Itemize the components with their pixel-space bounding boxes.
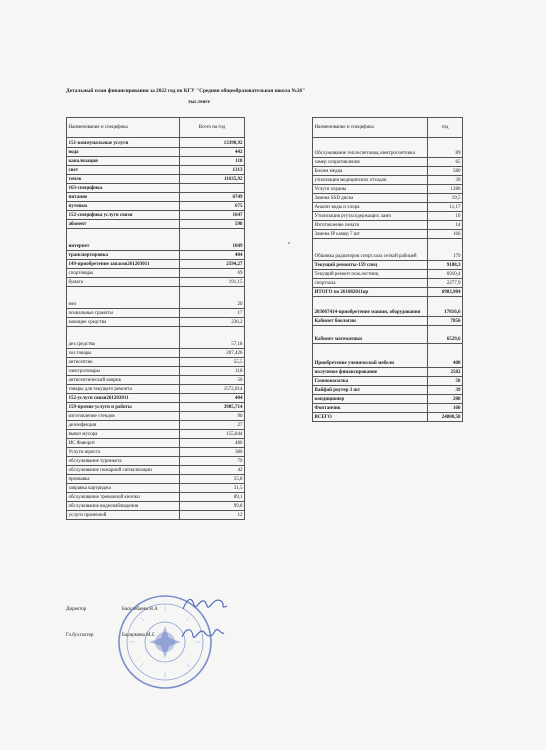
amount-cell: 42 <box>180 466 245 475</box>
amount-cell: 11635,92 <box>180 175 245 184</box>
item-name-cell: Текущий ремонты-159 спец <box>313 261 428 270</box>
amount-cell: 39 <box>428 386 463 395</box>
table-row <box>67 229 245 251</box>
table-row <box>313 167 463 176</box>
table-row <box>67 287 245 309</box>
amount-cell: 1049 <box>180 229 245 251</box>
item-name-cell: Замена IP камер 7 шт <box>313 230 428 239</box>
amount-cell: 90 <box>180 412 245 421</box>
table-row <box>67 138 245 148</box>
table-header-row <box>67 118 245 138</box>
accountant-label: Гл.бухгалтер <box>66 633 94 638</box>
table-row <box>67 376 245 385</box>
item-name-cell: 163-специфика <box>67 184 180 193</box>
table-header-row <box>313 118 463 138</box>
item-name-cell: обслуживание видеонаблюдения <box>67 502 180 511</box>
amount-cell: 200 <box>428 395 463 404</box>
table-row <box>313 158 463 167</box>
table-row <box>313 317 463 326</box>
document-title: Детальный план финансирования за 2022 год по КГУ "Средняя общеобразовательная школа №26" <box>66 88 306 94</box>
table-row <box>313 386 463 395</box>
amount-cell: 10 <box>428 212 463 221</box>
table-row <box>313 404 463 413</box>
table-row <box>313 230 463 239</box>
item-name-cell: Приобретение ученической мебели <box>313 344 428 368</box>
amount-cell: 160 <box>428 404 463 413</box>
item-name-cell: Замена SSD диска <box>313 194 428 203</box>
table-row <box>67 220 245 229</box>
item-name-cell: изготовление стендов <box>67 412 180 421</box>
item-name-cell: ИС Фаворит <box>67 439 180 448</box>
item-name-cell: электротовары <box>67 367 180 376</box>
amount-cell: 12 <box>180 511 245 520</box>
amount-cell: 580 <box>428 167 463 176</box>
table-row <box>67 493 245 502</box>
table-row <box>313 413 463 422</box>
item-name-cell: Кабинет математики <box>313 326 428 344</box>
amount-cell: 65 <box>428 158 463 167</box>
item-name-cell: спортовары <box>67 269 180 278</box>
item-name-cell: обслуживание турникета <box>67 457 180 466</box>
amount-cell: 31,5 <box>180 484 245 493</box>
amount-cell: 6910,4 <box>428 270 463 279</box>
table-row <box>313 194 463 203</box>
table-row <box>67 466 245 475</box>
table-row <box>67 175 245 184</box>
table-row <box>67 349 245 358</box>
amount-cell: 118 <box>180 157 245 166</box>
item-name-cell: промывка <box>67 475 180 484</box>
item-name-cell: обслуживание пожарной сигнализации <box>67 466 180 475</box>
amount-cell: 50 <box>180 376 245 385</box>
table-row <box>313 377 463 386</box>
amount-cell: 69 <box>180 269 245 278</box>
amount-cell: 17816,6 <box>428 297 463 317</box>
amount-cell: 14 <box>428 221 463 230</box>
item-name-cell: абонент <box>67 220 180 229</box>
item-name-cell: дез.средства <box>67 327 180 349</box>
table-row <box>313 297 463 317</box>
item-name-cell: Текущий ремонт пож.лестниц <box>313 270 428 279</box>
amount-cell: 2277,9 <box>428 279 463 288</box>
item-name-cell: Услуги охраны <box>313 185 428 194</box>
item-name-cell: путевки <box>67 202 180 211</box>
amount-cell: 166 <box>428 230 463 239</box>
amount-cell: 404 <box>180 394 245 403</box>
amount-cell: 30 <box>428 176 463 185</box>
currency-unit: тыс.тенге <box>188 100 210 105</box>
header-name-cell: Наименование и специфика <box>67 118 180 138</box>
amount-cell: 442 <box>180 148 245 157</box>
table-row <box>67 251 245 260</box>
amount-cell: 27 <box>180 421 245 430</box>
item-name-cell: товары для текущего ремонта <box>67 385 180 394</box>
director-signature-icon <box>180 593 230 615</box>
amount-cell: 155,844 <box>180 430 245 439</box>
amount-cell: 6529,6 <box>428 326 463 344</box>
table-row <box>67 309 245 318</box>
header-total-cell: год <box>428 118 463 138</box>
table-row <box>67 260 245 269</box>
amount-cell: 13390,92 <box>180 138 245 148</box>
table-row <box>67 193 245 202</box>
table-row <box>67 211 245 220</box>
table-row <box>67 202 245 211</box>
table-row <box>67 421 245 430</box>
item-name-cell: антисептик <box>67 358 180 367</box>
amount-cell: 179 <box>428 239 463 261</box>
amount-cell: 1647 <box>180 211 245 220</box>
amount-cell: 3985,714 <box>180 403 245 412</box>
amount-cell: 11,17 <box>428 203 463 212</box>
item-name-cell: утилизация медицинских отходов <box>313 176 428 185</box>
amount-cell: 6749 <box>180 193 245 202</box>
table-row <box>67 157 245 166</box>
table-row <box>67 184 245 193</box>
table-row <box>313 279 463 288</box>
item-name-cell: Услуги юриста <box>67 448 180 457</box>
table-row <box>67 412 245 421</box>
item-name-cell: 159-прочие услуги и работы <box>67 403 180 412</box>
item-name-cell: Фонтанчик <box>313 404 428 413</box>
amount-cell: 50 <box>428 377 463 386</box>
item-name-cell: Утилизация ртутьсодержащих ламп <box>313 212 428 221</box>
amount-cell: 89 <box>428 138 463 158</box>
item-name-cell: канализация <box>67 157 180 166</box>
table-row <box>67 457 245 466</box>
table-row <box>313 270 463 279</box>
item-name-cell: полученое финансирование <box>313 368 428 377</box>
table-row <box>67 318 245 327</box>
table-row <box>313 138 463 158</box>
item-name-cell: вода <box>67 148 180 157</box>
item-name-cell: транспортировка <box>67 251 180 260</box>
item-name-cell: 152-услуги связи261203011 <box>67 394 180 403</box>
table-row <box>67 448 245 457</box>
left-budget-table <box>66 117 245 520</box>
amount-cell <box>180 184 245 193</box>
item-name-cell: Изготовление печати <box>313 221 428 230</box>
amount-cell: 20 <box>180 287 245 309</box>
amount-cell: 17 <box>180 309 245 318</box>
director-name: Басканбаева Н.А <box>122 607 158 612</box>
item-name-cell: Обслуживание теплосчетчика,электросчетчика <box>313 138 428 158</box>
amount-cell: 380 <box>180 448 245 457</box>
table-row <box>313 239 463 261</box>
amount-cell: 191,15 <box>180 278 245 287</box>
table-row <box>67 403 245 412</box>
item-name-cell: обслуживание тревожной кнопки <box>67 493 180 502</box>
table-row <box>67 430 245 439</box>
item-name-cell: свет <box>67 166 180 175</box>
amount-cell: 400 <box>428 344 463 368</box>
table-row <box>313 203 463 212</box>
item-name-cell: Билим медиа <box>313 167 428 176</box>
amount-cell: 1313 <box>180 166 245 175</box>
table-row <box>313 185 463 194</box>
amount-cell: 19,5 <box>428 194 463 203</box>
amount-cell: 55,8 <box>180 475 245 484</box>
item-name-cell: ИТОГО по 261082011пр <box>313 288 428 297</box>
table-row <box>67 358 245 367</box>
item-name-cell: 149-приобретение запасов261203011 <box>67 260 180 269</box>
table-row <box>67 269 245 278</box>
amount-cell: 598 <box>180 220 245 229</box>
item-name-cell: антисептический коврик <box>67 376 180 385</box>
item-name-cell: Обшивка радиаторов спорт.зала сеткой рабицей <box>313 239 428 261</box>
table-row <box>313 288 463 297</box>
table-row <box>313 221 463 230</box>
table-row <box>67 439 245 448</box>
amount-cell: 236,2 <box>180 318 245 327</box>
amount-cell: 9188,3 <box>428 261 463 270</box>
item-name-cell: хоз.товары <box>67 349 180 358</box>
table-row <box>67 475 245 484</box>
right-budget-table <box>312 117 463 422</box>
table-row <box>67 394 245 403</box>
table-row <box>67 278 245 287</box>
amount-cell: 99,8 <box>180 502 245 511</box>
item-name-cell: спортзала <box>313 279 428 288</box>
item-name-cell: питание <box>67 193 180 202</box>
table-row <box>313 176 463 185</box>
table-row <box>313 212 463 221</box>
table-row <box>67 484 245 493</box>
header-name-cell: Наименование и специфика <box>313 118 428 138</box>
item-name-cell: бумага <box>67 278 180 287</box>
amount-cell: 6983,984 <box>428 288 463 297</box>
amount-cell: 207,426 <box>180 349 245 358</box>
amount-cell: 7856 <box>428 317 463 326</box>
item-name-cell: 152-специфика услуги связи <box>67 211 180 220</box>
amount-cell: 118 <box>180 367 245 376</box>
amount-cell: 55,5 <box>180 358 245 367</box>
item-name-cell: тепло <box>67 175 180 184</box>
table-row <box>313 368 463 377</box>
item-name-cell: Газонокосилка <box>313 377 428 386</box>
amount-cell: 2594,27 <box>180 260 245 269</box>
table-row <box>67 367 245 376</box>
amount-cell: 1280 <box>428 185 463 194</box>
item-name-cell: 203067414-приобретение машин, оборудования <box>313 297 428 317</box>
amount-cell: 675 <box>180 202 245 211</box>
amount-cell: 89,1 <box>180 493 245 502</box>
item-name-cell: замер сопротивления <box>313 158 428 167</box>
table-row <box>313 261 463 270</box>
item-name-cell: кондиционер <box>313 395 428 404</box>
item-name-cell: Вайфай роутер 3 шт <box>313 386 428 395</box>
item-name-cell: интернет <box>67 229 180 251</box>
speck-mark <box>288 242 290 244</box>
table-row <box>67 502 245 511</box>
accountant-name: Бакирмова М.С <box>122 633 156 638</box>
amount-cell: 404 <box>180 251 245 260</box>
header-total-cell: Всего на год <box>180 118 245 138</box>
amount-cell: 79 <box>180 457 245 466</box>
table-row <box>67 327 245 349</box>
table-row <box>313 395 463 404</box>
amount-cell: 480 <box>180 439 245 448</box>
item-name-cell: услуги прачечной <box>67 511 180 520</box>
accountant-signature-icon <box>178 623 226 645</box>
item-name-cell: Анализ воды и хлора <box>313 203 428 212</box>
item-name-cell: ВСЕГО <box>313 413 428 422</box>
table-row <box>67 511 245 520</box>
item-name-cell: вывоз мусора <box>67 430 180 439</box>
director-label: Директор <box>66 607 87 612</box>
item-name-cell: дезинфекция <box>67 421 180 430</box>
table-row <box>67 385 245 394</box>
item-name-cell: моющие средства <box>67 318 180 327</box>
amount-cell: 57,18 <box>180 327 245 349</box>
item-name-cell: мел <box>67 287 180 309</box>
table-row <box>313 344 463 368</box>
table-row <box>313 326 463 344</box>
amount-cell: 24800,58 <box>428 413 463 422</box>
amount-cell: 2582 <box>428 368 463 377</box>
amount-cell: 1572,814 <box>180 385 245 394</box>
item-name-cell: похвальные грамоты <box>67 309 180 318</box>
table-row <box>67 166 245 175</box>
item-name-cell: заправка картриджа <box>67 484 180 493</box>
item-name-cell: Кабинет биологии <box>313 317 428 326</box>
item-name-cell: 151-коммунальные услуги <box>67 138 180 148</box>
table-row <box>67 148 245 157</box>
